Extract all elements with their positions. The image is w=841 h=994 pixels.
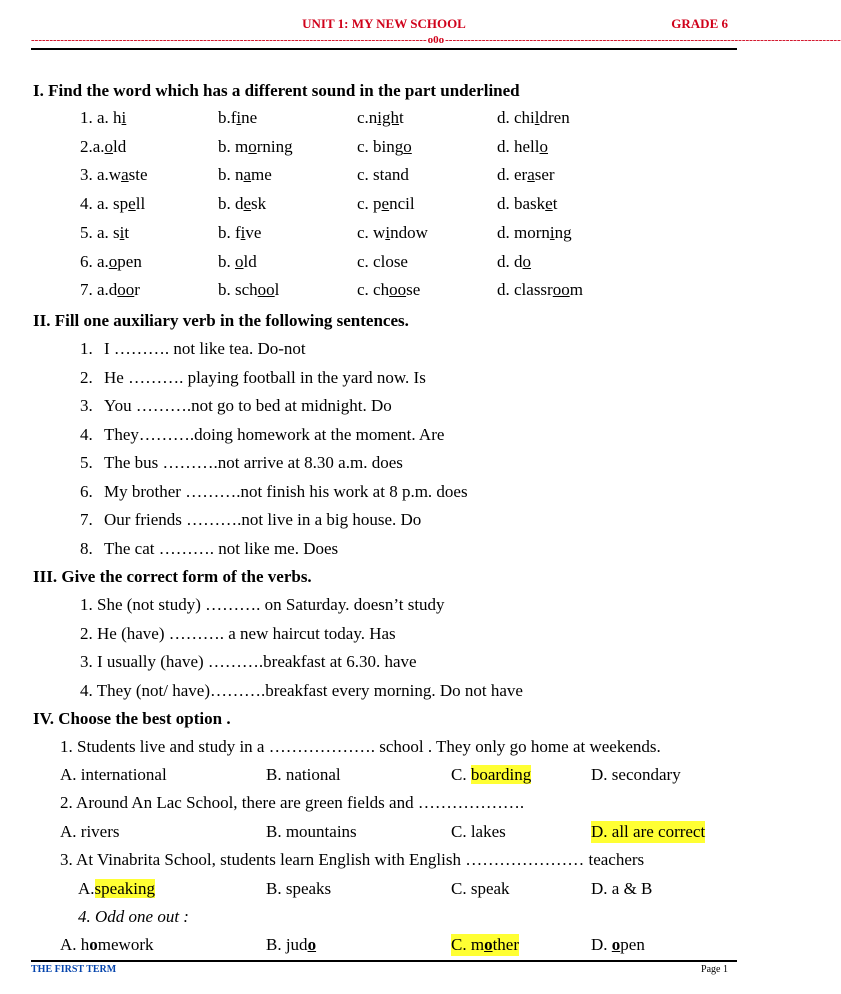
q3-answer-highlight: speaking — [94, 879, 155, 898]
section1-option: d. basket — [497, 194, 558, 214]
section1-option: d. do — [497, 251, 531, 271]
q3-options — [0, 878, 768, 900]
section1-option: d. morning — [497, 222, 572, 242]
section1-row — [0, 107, 768, 129]
section2-item: 1. I ………. not like tea. Do-not — [80, 339, 306, 358]
section3-item: 1. She (not study) ………. on Saturday. doesn’t study — [80, 595, 445, 614]
divider-mark: o0o — [427, 34, 445, 46]
section1-option: 6. a.open — [80, 251, 142, 271]
section1-row — [0, 251, 768, 273]
section1-option: b. morning — [218, 136, 293, 156]
q2-option-a: A. rivers — [60, 822, 120, 841]
section1-option: 1. a. hi — [80, 108, 127, 127]
header-divider: ------------------------------------------------------------------------------------------------------------o0o------------------------------------------------------------------------------------------------------------ — [31, 34, 841, 46]
q2-text: 2. Around An Lac School, there are green fields and ………………. — [60, 793, 525, 812]
q4-option-b: B. judo — [266, 935, 317, 954]
section1-option: d. classroom — [497, 280, 583, 300]
q4-option-a: A. homework — [60, 935, 154, 954]
section1-row — [0, 164, 768, 186]
section2-item: 5. The bus ……….not arrive at 8.30 a.m. does — [80, 453, 403, 472]
q2-option-d: D. all are correct — [591, 822, 706, 841]
section1-row — [0, 279, 768, 301]
section1-option: b. old — [218, 251, 257, 271]
section1-row — [0, 193, 768, 215]
section1-option: c. bingo — [357, 136, 412, 156]
section2-item: 7. Our friends ……….not live in a big house. Do — [80, 510, 422, 529]
q4-options — [0, 934, 768, 956]
grade-label: GRADE 6 — [671, 16, 728, 31]
section1-option: c. choose — [357, 280, 421, 300]
q1-option-a: A. international — [60, 765, 167, 784]
q4-option-c: C. mother — [451, 935, 519, 954]
section1-option: c.night — [357, 108, 404, 127]
section1-heading: I. Find the word which has a different sound in the part underlined — [33, 81, 520, 100]
section3-heading: III. Give the correct form of the verbs. — [33, 567, 312, 586]
section2-item: 3. You ……….not go to bed at midnight. Do — [80, 396, 392, 415]
footer-term: THE FIRST TERM — [31, 964, 117, 975]
q1-option-d: D. secondary — [591, 765, 681, 784]
section2-heading: II. Fill one auxiliary verb in the following sentences. — [33, 311, 409, 330]
section2-item: 4. They……….doing homework at the moment. Are — [80, 424, 445, 444]
section1-option: c. window — [357, 222, 428, 242]
q1-option-b: B. national — [266, 765, 341, 784]
section1-option: c. stand — [357, 165, 409, 185]
section1-option: d. eraser — [497, 165, 555, 185]
section1-option: c. close — [357, 251, 408, 271]
q3-option-c: C. speak — [451, 879, 510, 898]
q1-options — [0, 764, 768, 786]
section2-item: 6. My brother ……….not finish his work at 8 p.m. does — [80, 481, 468, 501]
unit-title: UNIT 1: MY NEW SCHOOL — [302, 16, 466, 31]
section1-option: 2.a.old — [80, 136, 127, 156]
section3-item: 4. They (not/ have)……….breakfast every morning. Do not have — [80, 680, 523, 700]
section1-option: 7. a.door — [80, 280, 140, 300]
section1-option: 3. a.waste — [80, 165, 148, 185]
q1-option-c: C. boarding — [451, 765, 532, 784]
section1-option: b.fine — [218, 108, 258, 127]
q4-text: 4. Odd one out : — [78, 907, 189, 926]
q2-option-b: B. mountains — [266, 822, 357, 841]
section4-heading: IV. Choose the best option . — [33, 709, 231, 728]
footer-rule — [31, 960, 737, 962]
q1-text: 1. Students live and study in a ………………. school . They only go home at weekends. — [60, 737, 661, 756]
header-rule — [31, 48, 737, 50]
section3-item: 3. I usually (have) ……….breakfast at 6.30. have — [80, 652, 417, 671]
section1-option: b. name — [218, 165, 272, 185]
section1-option: c. pencil — [357, 194, 415, 214]
section3-item: 2. He (have) ………. a new haircut today. Has — [80, 623, 396, 643]
section1-row — [0, 222, 768, 244]
q3-option-b: B. speaks — [266, 879, 332, 898]
q3-option-d: D. a & B — [591, 879, 653, 898]
q2-option-c: C. lakes — [451, 822, 506, 841]
section1-option: 5. a. sit — [80, 222, 130, 242]
section1-row — [0, 136, 768, 158]
section2-item: 2. He ………. playing football in the yard now. Is — [80, 367, 426, 387]
section1-option: 4. a. spell — [80, 194, 146, 214]
q2-options — [0, 821, 768, 843]
section1-option: d. children — [497, 108, 570, 127]
section1-option: b. five — [218, 222, 262, 242]
footer-page-number: Page 1 — [701, 964, 728, 975]
section1-option: d. hello — [497, 136, 548, 156]
q4-option-d: D. open — [591, 935, 645, 954]
q1-answer-highlight: boarding — [470, 765, 532, 784]
section1-option: b. school — [218, 280, 280, 300]
section1-option: b. desk — [218, 194, 267, 214]
q3-text: 3. At Vinabrita School, students learn English with English ………………… teachers — [60, 850, 645, 869]
q3-option-a: A.speaking — [78, 879, 155, 898]
section2-item: 8. The cat ………. not like me. Does — [80, 538, 339, 558]
